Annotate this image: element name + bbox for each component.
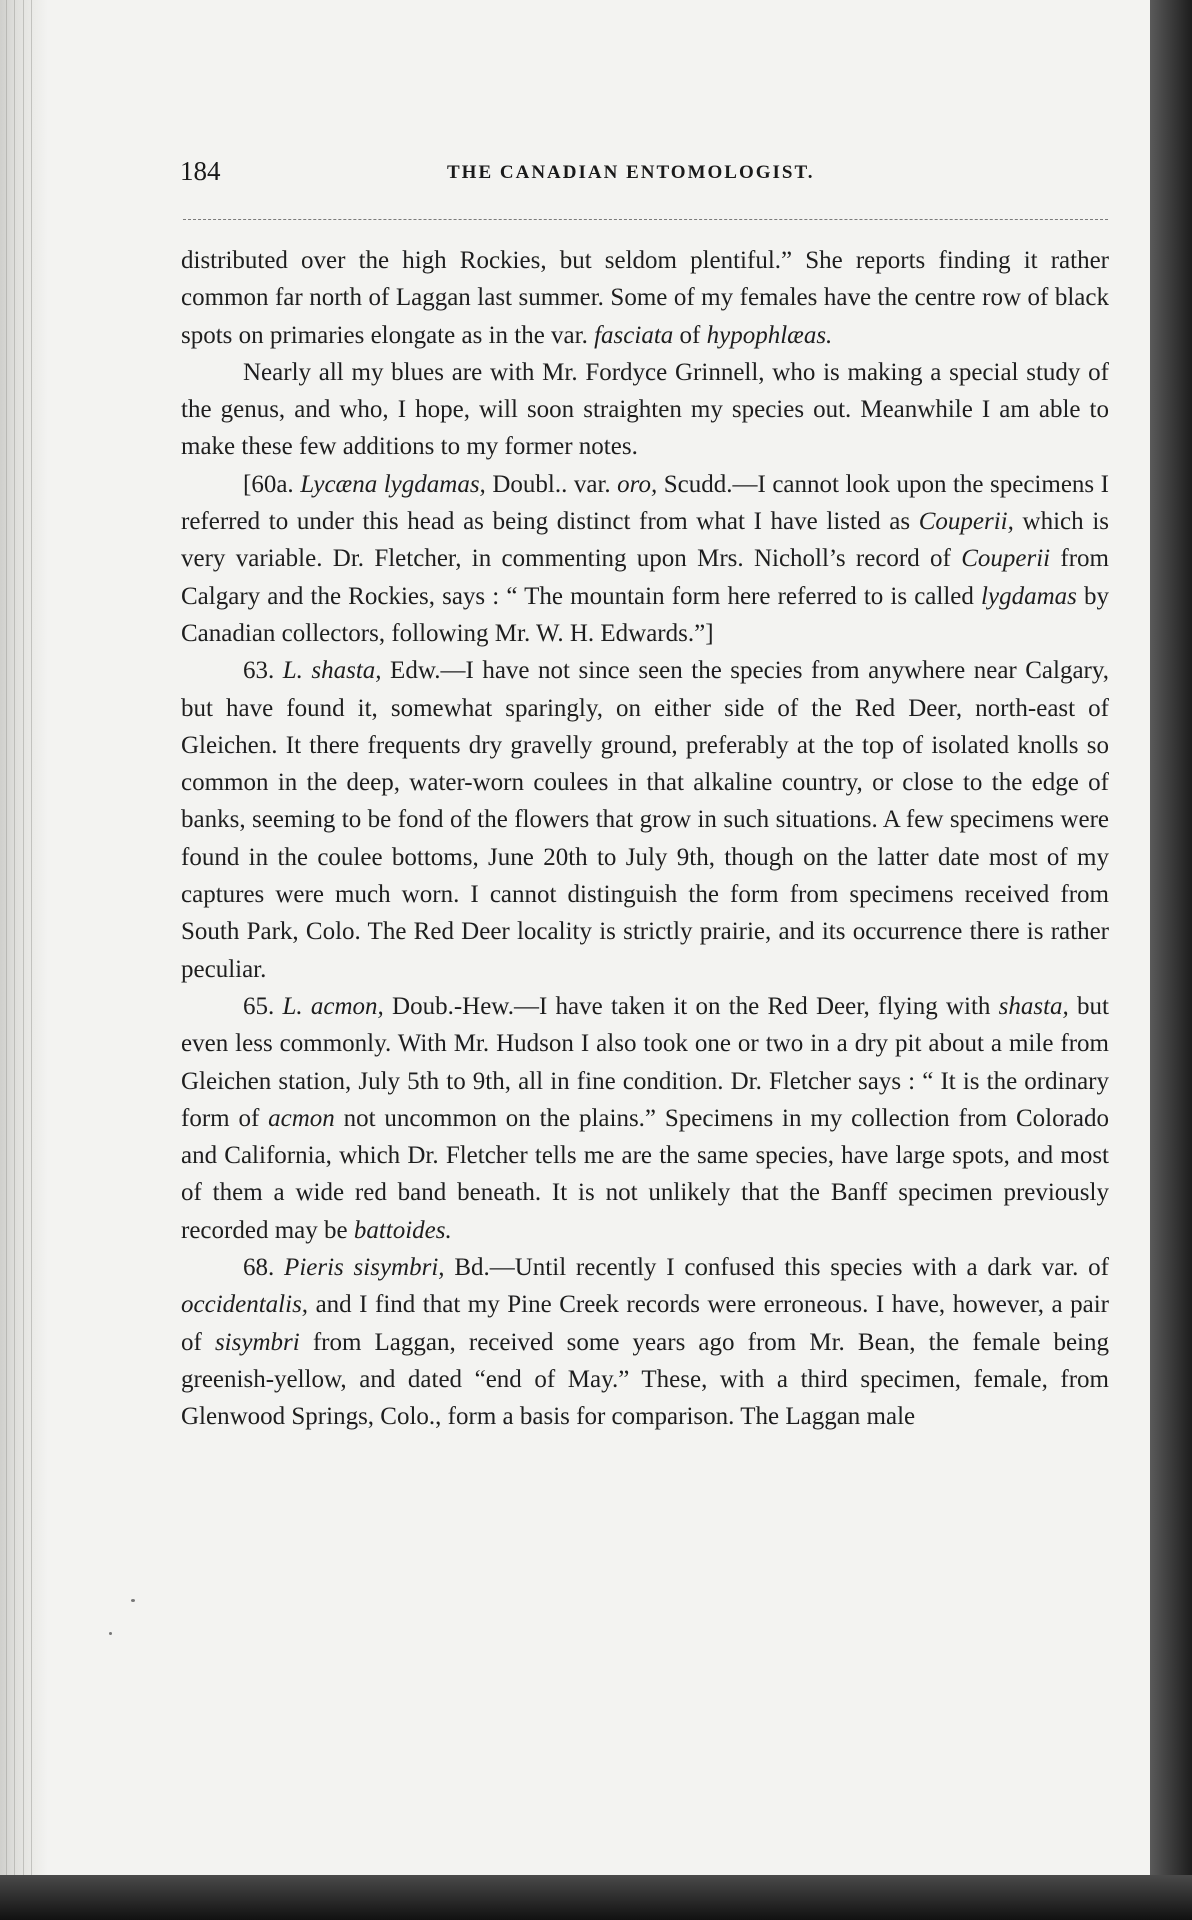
- italic-text: fasciata: [594, 321, 674, 349]
- running-title: THE CANADIAN ENTOMOLOGIST.: [447, 162, 815, 183]
- header-rule: [183, 219, 1108, 220]
- book-edge-right: [1150, 0, 1192, 1875]
- text-run: Nearly all my blues are with Mr. Fordyce Grinnell, who is making a special study of the genus, and who, I hope, will soon straighten my species out. Meanwhile I am able to make these few additions to my former notes.: [181, 358, 1109, 461]
- paragraph: [181, 988, 1109, 1249]
- text-run: Doubl.. var.: [485, 470, 618, 498]
- text-run: Doub.-Hew.—I have taken it on the Red Deer, flying with: [383, 992, 999, 1020]
- page-number: 184: [180, 156, 221, 186]
- text-run: by Canadian collectors, following Mr. W. H. Edwards.”]: [181, 582, 1109, 647]
- italic-text: Lycæna lygdamas,: [300, 470, 486, 498]
- gutter-line: [23, 0, 24, 1875]
- italic-text: hypophlæas.: [706, 321, 833, 349]
- text-run: 68.: [243, 1254, 285, 1282]
- paragraph: [181, 242, 1109, 354]
- italic-text: Pieris sisymbri,: [284, 1254, 445, 1282]
- text-run: but even less commonly. With Mr. Hudson I also took one or two in a dry pit about a mile from Gleichen station, July 5th to 9th, all in fine condition. Dr. Fletcher says : “ It is the ordinary form of: [181, 992, 1109, 1132]
- text-run: not uncommon on the plains.” Specimens in my collection from Colorado and California, which Dr. Fletcher tells me are the same species, have large spots, and most of them a wide red band beneath. It is not unlikely that the Banff specimen previously recorded may be: [181, 1104, 1109, 1244]
- paper-speck: [131, 1599, 135, 1602]
- italic-text: sisymbri: [214, 1328, 300, 1356]
- italic-text: Couperii: [961, 545, 1051, 573]
- paragraph: [181, 1249, 1109, 1435]
- text-run: from Laggan, received some years ago from Mr. Bean, the female being greenish-yellow, and dated “end of May.” These, with a third specimen, female, from Glenwood Springs, Colo., form a basis for comparison. The Laggan male: [181, 1328, 1109, 1431]
- italic-text: acmon: [268, 1104, 335, 1132]
- gutter-line: [31, 0, 32, 1875]
- text-run: [60a.: [243, 470, 301, 498]
- text-run: from Calgary and the Rockies, says : “ The mountain form here referred to is called: [181, 545, 1109, 610]
- italic-text: shasta,: [998, 992, 1069, 1020]
- italic-text: L. shasta,: [282, 657, 382, 685]
- text-run: 63.: [243, 657, 283, 685]
- body-text: [181, 242, 1109, 1436]
- gutter-line: [14, 0, 15, 1875]
- paper-speck: [109, 1632, 112, 1635]
- book-edge-bottom: [0, 1875, 1192, 1920]
- paragraph: [181, 354, 1109, 466]
- italic-text: L. acmon,: [282, 992, 384, 1020]
- text-run: and I find that my Pine Creek records were erroneous. I have, however, a pair of: [181, 1291, 1109, 1356]
- text-run: distributed over the high Rockies, but seldom plentiful.” She reports finding it rather common far north of Laggan last summer. Some of my females have the centre row of black spots on primaries elongate as in the var.: [181, 247, 1109, 349]
- paragraph: [181, 466, 1109, 652]
- text-run: which is very variable. Dr. Fletcher, in commenting upon Mrs. Nicholl’s record of: [181, 508, 1109, 573]
- page-gutter: [0, 0, 48, 1875]
- text-run: 65.: [243, 992, 283, 1020]
- italic-text: occidentalis,: [181, 1291, 309, 1319]
- text-run: of: [673, 321, 707, 349]
- paragraph: [181, 652, 1109, 988]
- italic-text: battoides.: [353, 1216, 452, 1244]
- text-run: Edw.—I have not since seen the species from anywhere near Calgary, but have found it, somewhat sparingly, on either side of the Red Deer, north-east of Gleichen. It there frequents dry gravelly ground, preferably at the top of isolated knolls so common in the deep, water-worn coulees in that alkaline country, or close to the edge of banks, seeming to be fond of the flowers that grow in such situations. A few specimens were found in the coulee bottoms, June 20th to July 9th, though on the latter date most of my captures were much worn. I cannot distinguish the form from specimens received from South Park, Colo. The Red Deer locality is strictly prairie, and its occurrence there is rather peculiar.: [181, 657, 1110, 983]
- text-run: Scudd.—I cannot look upon the specimens I referred to under this head as being distinct from what I have listed as: [181, 470, 1109, 536]
- italic-text: oro,: [617, 470, 658, 498]
- gutter-line: [6, 0, 7, 1875]
- italic-text: Couperii,: [918, 508, 1014, 536]
- text-run: Bd.—Until recently I confused this species with a dark var. of: [444, 1254, 1109, 1282]
- page-header: [180, 156, 1110, 196]
- italic-text: lygdamas: [981, 582, 1077, 610]
